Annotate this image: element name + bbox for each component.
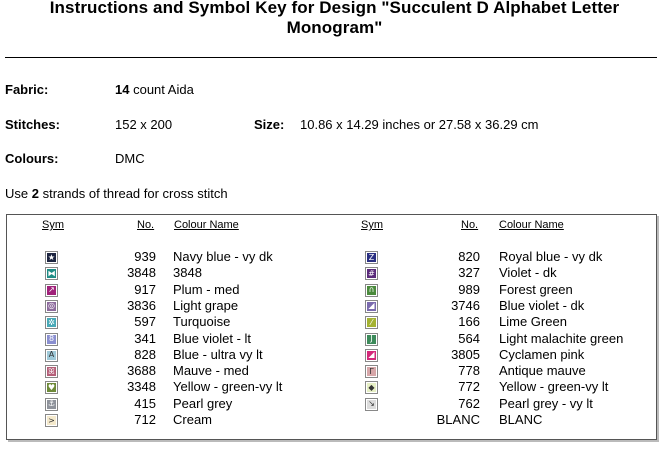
colour-name: Cyclamen pink xyxy=(499,346,585,362)
symbol-swatch-icon: ★ xyxy=(47,252,56,262)
stitches-label: Stitches: xyxy=(5,117,60,132)
fabric-value xyxy=(115,82,194,97)
dmc-number: 778 xyxy=(458,363,480,379)
dmc-number: 341 xyxy=(134,330,156,346)
colour-name: Plum - med xyxy=(173,281,240,297)
colours-value: DMC xyxy=(115,151,145,166)
symbol-swatch-icon: ◎ xyxy=(46,301,57,312)
colours-label: Colours: xyxy=(5,151,59,166)
dmc-number: 415 xyxy=(134,395,156,411)
dmc-number: 820 xyxy=(458,249,480,264)
colour-name: Cream xyxy=(173,412,213,427)
colour-name: Violet - dk xyxy=(499,265,557,281)
colour-name: Pearl grey - vy lt xyxy=(499,395,593,411)
symbol-swatch-icon: A xyxy=(46,350,57,361)
stitches-value: 152 x 200 xyxy=(115,117,173,132)
symbol-swatch-icon: J xyxy=(366,334,377,345)
colour-name: Blue violet - lt xyxy=(173,330,252,346)
symbol-swatch-icon: > xyxy=(46,415,57,426)
symbol-swatch-icon: ◢ xyxy=(366,350,377,361)
symbol-swatch-icon: ◆ xyxy=(366,382,377,393)
colour-name: Pearl grey xyxy=(173,395,233,411)
colour-name: Turquoise xyxy=(173,314,231,330)
size-value: 10.86 x 14.29 inches or 27.58 x 36.29 cm xyxy=(300,117,539,132)
fabric-count: 14 xyxy=(115,82,130,97)
colour-name: Blue violet - dk xyxy=(499,297,585,313)
no-header-left: No. xyxy=(137,219,155,231)
colour-name: Blue - ultra vy lt xyxy=(173,346,263,362)
dmc-number: BLANC xyxy=(436,412,480,427)
dmc-number: 3836 xyxy=(127,297,156,313)
dmc-number: 828 xyxy=(134,346,156,362)
colour-name: Royal blue - vy dk xyxy=(499,249,603,264)
symbol-swatch-icon: 8 xyxy=(46,334,57,345)
strands-prefix: Use xyxy=(5,186,29,201)
symbol-swatch-icon: ⁄ xyxy=(366,317,377,328)
strands-count: 2 xyxy=(31,186,39,201)
no-header-right: No. xyxy=(461,219,479,231)
colour-name: Light grape xyxy=(173,297,239,313)
symbol-swatch-icon: ↗ xyxy=(46,285,57,296)
dmc-number: 3348 xyxy=(127,379,156,395)
size-label: Size: xyxy=(254,117,285,132)
symbol-swatch-icon: ✲ xyxy=(46,317,57,328)
fabric-type: count Aida xyxy=(133,82,194,97)
symbol-swatch-icon: Z xyxy=(366,252,377,263)
title-line-2: Monogram" xyxy=(286,18,383,37)
symbol-swatch-icon: Γ xyxy=(366,366,377,377)
dmc-number: 166 xyxy=(458,314,480,330)
dmc-number: 327 xyxy=(458,265,480,281)
symbol-swatch-icon: ⚓ xyxy=(47,399,56,409)
fabric-label: Fabric: xyxy=(5,82,49,97)
dmc-number: 564 xyxy=(458,330,480,346)
colour-name: Mauve - med xyxy=(173,363,249,379)
sym-header-left: Sym xyxy=(42,219,64,231)
symbol-swatch-icon: ꕤ xyxy=(46,366,57,377)
dmc-number: 712 xyxy=(134,412,156,427)
symbol-swatch-icon: ∩ xyxy=(366,285,377,296)
dmc-number: 3848 xyxy=(127,265,156,281)
page-title xyxy=(0,0,669,38)
colour-name: Yellow - green-vy lt xyxy=(499,379,609,395)
title-line-1: Instructions and Symbol Key for Design "Succulent D Alphabet Letter xyxy=(49,0,620,17)
strands-instruction xyxy=(5,186,228,201)
dmc-number: 3805 xyxy=(451,346,480,362)
dmc-number: 3688 xyxy=(127,363,156,379)
colour-name: BLANC xyxy=(499,412,543,427)
sym-header-right: Sym xyxy=(361,219,383,231)
colour-name-header-right: Colour Name xyxy=(499,219,564,231)
dmc-number: 3746 xyxy=(451,297,480,313)
dmc-number: 762 xyxy=(458,395,480,411)
dmc-number: 597 xyxy=(134,314,156,330)
dmc-number: 989 xyxy=(458,281,480,297)
colour-name: Lime Green xyxy=(499,314,567,330)
colour-name: Antique mauve xyxy=(499,363,586,379)
colour-name: Navy blue - vy dk xyxy=(173,249,273,264)
dmc-number: 939 xyxy=(134,249,156,264)
symbol-swatch-icon: ⧓ xyxy=(47,268,56,278)
symbol-swatch-icon: # xyxy=(366,268,377,279)
symbol-swatch-icon: ↘ xyxy=(366,399,377,410)
colour-name-header-left: Colour Name xyxy=(174,219,239,231)
dmc-number: 772 xyxy=(458,379,480,395)
colour-name: 3848 xyxy=(173,265,202,281)
colour-name: Light malachite green xyxy=(499,330,624,346)
symbol-swatch-icon: ♥ xyxy=(47,382,56,392)
title-divider xyxy=(5,57,657,58)
colour-name: Forest green xyxy=(499,281,573,297)
dmc-number: 917 xyxy=(134,281,156,297)
symbol-swatch-icon: ◢ xyxy=(366,301,377,312)
colour-name: Yellow - green-vy lt xyxy=(173,379,283,395)
strands-suffix: strands of thread for cross stitch xyxy=(42,186,228,201)
